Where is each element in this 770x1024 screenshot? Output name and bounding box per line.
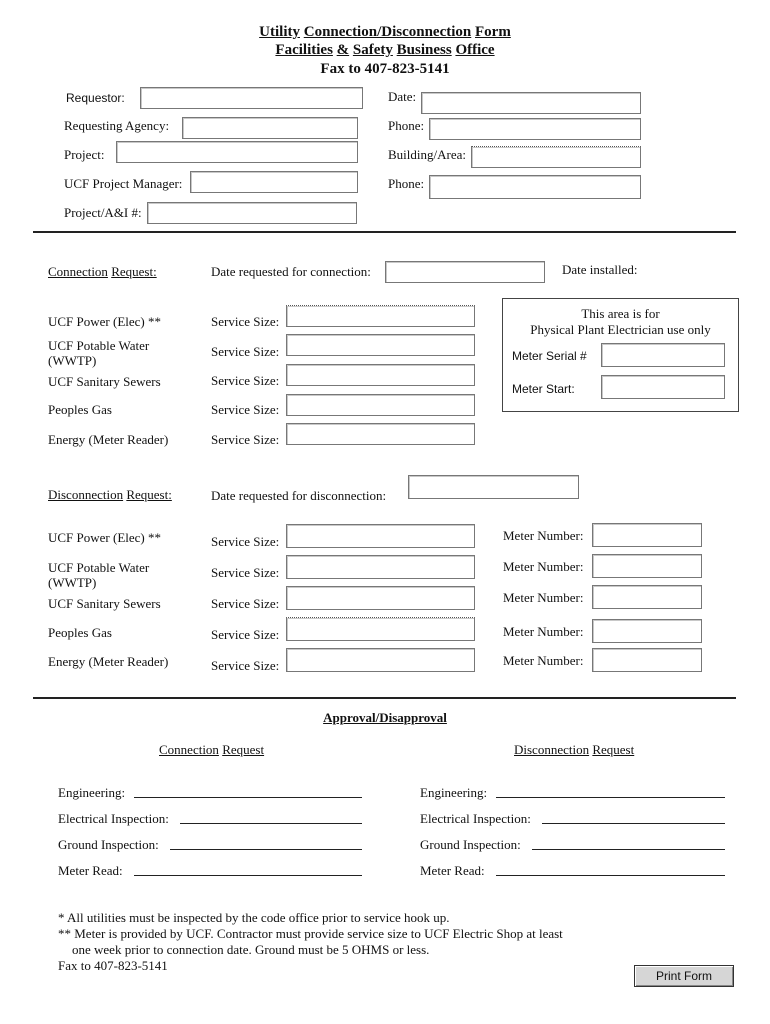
requesting-agency-field[interactable]: [182, 117, 358, 139]
column-word: Request: [592, 742, 635, 757]
project-label: Project:: [64, 147, 105, 162]
phone-label-2: Phone:: [388, 176, 425, 191]
date-field[interactable]: [421, 92, 641, 114]
signature-line[interactable]: [180, 823, 362, 824]
meter-serial-field[interactable]: [601, 343, 725, 367]
connection-request-heading: [48, 264, 157, 280]
service-size-label: Service Size:: [211, 373, 280, 388]
meter-number-label: Meter Number:: [503, 624, 584, 639]
signature-line[interactable]: [542, 823, 725, 824]
column-word: Request: [222, 742, 265, 757]
date-requested-connection-label: Date requested for connection:: [211, 264, 371, 279]
approval-row-label: Electrical Inspection:: [420, 811, 531, 826]
footnote-meter: ** Meter is provided by UCF. Contractor must provide service size to UCF Electric Shop at least: [58, 926, 563, 941]
fax-heading: Fax to 407-823-5141: [320, 61, 450, 77]
subtitle-word: Safety: [352, 42, 393, 58]
column-word: Connection: [159, 742, 219, 757]
title-word: Utility: [259, 24, 300, 40]
service-size-field[interactable]: [286, 586, 475, 610]
service-size-label: Service Size:: [211, 314, 280, 329]
approval-row-label: Engineering:: [420, 785, 488, 800]
column-word: Disconnection: [514, 742, 590, 757]
date-requested-disconnection-field[interactable]: [408, 475, 579, 499]
signature-line[interactable]: [532, 849, 725, 850]
ucf-project-manager-field[interactable]: [190, 171, 358, 193]
approval-row-label: Meter Read:: [420, 863, 485, 878]
approval-connection-column: [159, 742, 264, 758]
date-requested-connection-field[interactable]: [385, 261, 545, 283]
service-size-label: Service Size:: [211, 344, 280, 359]
footnote-inspection: * All utilities must be inspected by the code office prior to service hook up.: [58, 910, 450, 925]
service-size-field[interactable]: [286, 423, 475, 445]
subtitle-word: Business: [396, 42, 452, 58]
utility-label: Energy (Meter Reader): [48, 654, 169, 669]
footnote-fax: Fax to 407-823-5141: [58, 958, 168, 973]
project-field[interactable]: [116, 141, 358, 163]
date-requested-disconnection-label: Date requested for disconnection:: [211, 488, 387, 503]
utility-label: UCF Power (Elec) **: [48, 314, 162, 329]
service-size-field[interactable]: [286, 524, 475, 548]
project-ai-label: Project/A&I #:: [64, 205, 142, 220]
phone-label: Phone:: [388, 118, 425, 133]
heading-word: Connection: [48, 264, 108, 279]
requestor-label: Requestor:: [66, 91, 125, 105]
approval-row-label: Ground Inspection:: [58, 837, 159, 852]
service-size-label: Service Size:: [211, 432, 280, 447]
signature-line[interactable]: [496, 797, 725, 798]
service-size-label: Service Size:: [211, 565, 280, 580]
utility-label: (WWTP): [48, 353, 97, 368]
service-size-field[interactable]: [286, 394, 475, 416]
utility-label: Energy (Meter Reader): [48, 432, 169, 447]
heading-word: Disconnection: [48, 487, 124, 502]
form-subtitle: [0, 42, 770, 59]
date-installed-label: Date installed:: [562, 262, 638, 277]
meter-start-label: Meter Start:: [512, 382, 575, 396]
project-ai-field[interactable]: [147, 202, 357, 224]
signature-line[interactable]: [496, 875, 725, 876]
signature-line[interactable]: [134, 797, 362, 798]
service-size-label: Service Size:: [211, 402, 280, 417]
service-size-label: Service Size:: [211, 534, 280, 549]
signature-line[interactable]: [134, 875, 362, 876]
service-size-field[interactable]: [286, 648, 475, 672]
meter-number-field[interactable]: [592, 585, 702, 609]
utility-label: UCF Sanitary Sewers: [48, 596, 161, 611]
disconnection-request-heading: [48, 487, 172, 503]
utility-label: Peoples Gas: [48, 625, 112, 640]
subtitle-word: Office: [455, 42, 495, 58]
ucf-project-manager-label: UCF Project Manager:: [64, 176, 183, 191]
approval-row-label: Ground Inspection:: [420, 837, 521, 852]
requesting-agency-label: Requesting Agency:: [64, 118, 170, 133]
meter-number-label: Meter Number:: [503, 559, 584, 574]
title-word: Connection/Disconnection: [303, 24, 472, 40]
print-form-button[interactable]: Print Form: [634, 965, 734, 987]
approval-disconnection-column: [514, 742, 634, 758]
service-size-field[interactable]: [286, 555, 475, 579]
meter-start-field[interactable]: [601, 375, 725, 399]
meter-number-label: Meter Number:: [503, 528, 584, 543]
building-area-field[interactable]: [471, 146, 641, 168]
approval-row-label: Electrical Inspection:: [58, 811, 169, 826]
requestor-field[interactable]: [140, 87, 363, 109]
signature-line[interactable]: [170, 849, 362, 850]
utility-label: UCF Sanitary Sewers: [48, 374, 161, 389]
heading-word: Request:: [111, 264, 157, 279]
phone-field[interactable]: [429, 118, 641, 140]
form-title: [0, 24, 770, 41]
service-size-label: Service Size:: [211, 627, 280, 642]
approval-row-label: Engineering:: [58, 785, 126, 800]
service-size-field[interactable]: [286, 617, 475, 641]
service-size-label: Service Size:: [211, 658, 280, 673]
utility-label: (WWTP): [48, 575, 97, 590]
section-divider: [33, 231, 736, 233]
subtitle-word: Facilities: [275, 42, 333, 58]
section-divider: [33, 697, 736, 699]
electrician-note-line1: This area is for: [581, 306, 660, 321]
utility-label: Peoples Gas: [48, 402, 112, 417]
approval-heading: Approval/Disapproval: [323, 710, 447, 725]
meter-number-field[interactable]: [592, 523, 702, 547]
date-label: Date:: [388, 89, 417, 104]
meter-number-field[interactable]: [592, 554, 702, 578]
building-area-label: Building/Area:: [388, 147, 466, 162]
meter-serial-label: Meter Serial #: [512, 349, 587, 363]
utility-label: UCF Power (Elec) **: [48, 530, 162, 545]
utility-label: UCF Potable Water: [48, 560, 150, 575]
subtitle-word: &: [336, 42, 350, 58]
footnote-meter-continued: one week prior to connection date. Ground must be 5 OHMS or less.: [72, 942, 430, 957]
heading-word: Request:: [126, 487, 172, 502]
meter-number-label: Meter Number:: [503, 590, 584, 605]
meter-number-field[interactable]: [592, 648, 702, 672]
service-size-label: Service Size:: [211, 596, 280, 611]
utility-label: UCF Potable Water: [48, 338, 150, 353]
meter-number-field[interactable]: [592, 619, 702, 643]
approval-row-label: Meter Read:: [58, 863, 123, 878]
electrician-note-line2: Physical Plant Electrician use only: [530, 322, 711, 337]
service-size-field[interactable]: [286, 364, 475, 386]
title-word: Form: [475, 24, 511, 40]
phone-field-2[interactable]: [429, 175, 641, 199]
service-size-field[interactable]: [286, 334, 475, 356]
meter-number-label: Meter Number:: [503, 653, 584, 668]
service-size-field[interactable]: [286, 305, 475, 327]
